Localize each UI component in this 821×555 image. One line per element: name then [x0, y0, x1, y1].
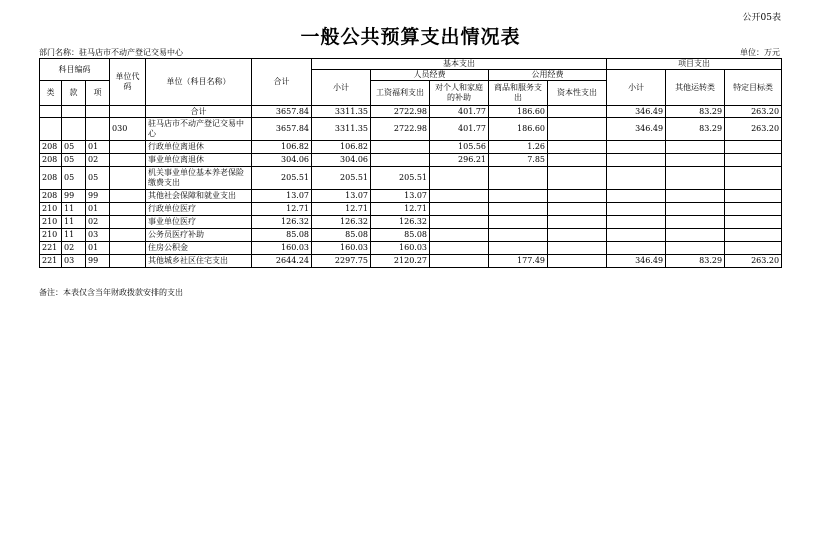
- cell-family: [430, 167, 489, 190]
- cell-unit-code: [110, 255, 146, 268]
- cell-section: 02: [62, 242, 86, 255]
- cell-specific: [725, 203, 782, 216]
- cell-family: [430, 190, 489, 203]
- header-family: 对个人和家庭的补助: [430, 81, 489, 106]
- cell-capital: [548, 167, 607, 190]
- cell-class: 208: [40, 141, 62, 154]
- cell-section: 05: [62, 167, 86, 190]
- cell-item: 99: [86, 190, 110, 203]
- cell-class: 210: [40, 229, 62, 242]
- header-section: 款: [62, 81, 86, 106]
- cell-class: 208: [40, 154, 62, 167]
- cell-other-ops: [666, 141, 725, 154]
- cell-other-ops: [666, 229, 725, 242]
- header-project: 项目支出: [607, 59, 782, 70]
- cell-family: 401.77: [430, 118, 489, 141]
- table-row: [40, 141, 782, 154]
- cell-family: [430, 229, 489, 242]
- cell-family: [430, 255, 489, 268]
- cell-section: 05: [62, 141, 86, 154]
- cell-family: [430, 242, 489, 255]
- cell-specific: [725, 216, 782, 229]
- cell-basic-subtotal: 304.06: [312, 154, 371, 167]
- table-row: [40, 167, 782, 190]
- cell-specific: [725, 190, 782, 203]
- cell-item: 01: [86, 141, 110, 154]
- cell-specific: 263.20: [725, 255, 782, 268]
- cell-basic-subtotal: 106.82: [312, 141, 371, 154]
- cell-unit-name: 行政单位医疗: [146, 203, 252, 216]
- cell-total: 304.06: [252, 154, 312, 167]
- cell-unit-code: [110, 154, 146, 167]
- cell-class: 221: [40, 255, 62, 268]
- cell-goods: [489, 190, 548, 203]
- header-personnel: 人员经费: [371, 70, 489, 81]
- cell-basic-subtotal: 13.07: [312, 190, 371, 203]
- cell-class: 210: [40, 203, 62, 216]
- cell-item: 03: [86, 229, 110, 242]
- cell-capital: [548, 216, 607, 229]
- header-public: 公用经费: [489, 70, 607, 81]
- cell-item: 01: [86, 203, 110, 216]
- cell-total: 13.07: [252, 190, 312, 203]
- table-row: [40, 190, 782, 203]
- cell-project-subtotal: [607, 154, 666, 167]
- cell-unit-code: [110, 229, 146, 242]
- cell-section: 05: [62, 154, 86, 167]
- table-row: [40, 255, 782, 268]
- cell-family: [430, 203, 489, 216]
- cell-specific: [725, 154, 782, 167]
- cell-wages: 12.71: [371, 203, 430, 216]
- cell-item: 05: [86, 167, 110, 190]
- cell-class: 208: [40, 167, 62, 190]
- cell-capital: [548, 118, 607, 141]
- cell-specific: 263.20: [725, 106, 782, 118]
- cell-wages: 2722.98: [371, 106, 430, 118]
- cell-capital: [548, 242, 607, 255]
- header-specific: 特定目标类: [725, 70, 782, 106]
- table-row: [40, 154, 782, 167]
- cell-family: 401.77: [430, 106, 489, 118]
- cell-section: 11: [62, 216, 86, 229]
- header-total: 合计: [252, 59, 312, 106]
- header-basic-subtotal: 小计: [312, 70, 371, 106]
- cell-other-ops: 83.29: [666, 118, 725, 141]
- cell-item: 99: [86, 255, 110, 268]
- cell-unit-name: 驻马店市不动产登记交易中心: [146, 118, 252, 141]
- cell-wages: 160.03: [371, 242, 430, 255]
- cell-project-subtotal: [607, 242, 666, 255]
- cell-basic-subtotal: 160.03: [312, 242, 371, 255]
- cell-goods: 177.49: [489, 255, 548, 268]
- total-label: 合计: [146, 106, 252, 118]
- cell-goods: 1.26: [489, 141, 548, 154]
- cell-class: 210: [40, 216, 62, 229]
- cell-basic-subtotal: 126.32: [312, 216, 371, 229]
- cell-other-ops: [666, 216, 725, 229]
- cell-total: 160.03: [252, 242, 312, 255]
- cell-capital: [548, 141, 607, 154]
- header-other-ops: 其他运转类: [666, 70, 725, 106]
- footnote: 备注：本表仅含当年财政拨款安排的支出: [39, 288, 183, 297]
- cell-capital: [548, 203, 607, 216]
- header-basic: 基本支出: [312, 59, 607, 70]
- cell-item: 02: [86, 216, 110, 229]
- cell-goods: [489, 216, 548, 229]
- cell-other-ops: [666, 203, 725, 216]
- header-unit-name: 单位（科目名称）: [146, 59, 252, 106]
- cell-unit-name: 公务员医疗补助: [146, 229, 252, 242]
- cell-capital: [548, 190, 607, 203]
- cell-unit-code: [110, 190, 146, 203]
- cell-section: 11: [62, 229, 86, 242]
- header-capital: 资本性支出: [548, 81, 607, 106]
- header-project-subtotal: 小计: [607, 70, 666, 106]
- cell-project-subtotal: 346.49: [607, 255, 666, 268]
- cell-total: 3657.84: [252, 118, 312, 141]
- cell-total: 2644.24: [252, 255, 312, 268]
- cell-specific: [725, 242, 782, 255]
- cell-other-ops: [666, 167, 725, 190]
- budget-table: [39, 58, 782, 268]
- cell-capital: [548, 106, 607, 118]
- cell-project-subtotal: 346.49: [607, 106, 666, 118]
- cell-other-ops: 83.29: [666, 255, 725, 268]
- cell-total: 205.51: [252, 167, 312, 190]
- header-subject-code: 科目编码: [40, 59, 110, 81]
- cell-basic-subtotal: 205.51: [312, 167, 371, 190]
- cell-other-ops: [666, 190, 725, 203]
- table-row: [40, 203, 782, 216]
- cell-unit-code: 030: [110, 118, 146, 141]
- cell-section: 99: [62, 190, 86, 203]
- cell-goods: [489, 167, 548, 190]
- total-row: [40, 106, 782, 118]
- cell-basic-subtotal: 2297.75: [312, 255, 371, 268]
- cell-section: 03: [62, 255, 86, 268]
- cell-section: 11: [62, 203, 86, 216]
- cell-specific: 263.20: [725, 118, 782, 141]
- page-title: 一般公共预算支出情况表: [300, 26, 521, 48]
- cell-wages: 205.51: [371, 167, 430, 190]
- unit-row: [40, 118, 782, 141]
- cell-basic-subtotal: 3311.35: [312, 118, 371, 141]
- table-row: [40, 229, 782, 242]
- cell-project-subtotal: [607, 141, 666, 154]
- cell-unit-name: 其他社会保障和就业支出: [146, 190, 252, 203]
- cell-goods: [489, 242, 548, 255]
- cell-project-subtotal: [607, 229, 666, 242]
- cell-goods: 186.60: [489, 106, 548, 118]
- cell-item: 01: [86, 242, 110, 255]
- cell-family: 105.56: [430, 141, 489, 154]
- cell-item: 02: [86, 154, 110, 167]
- cell-family: 296.21: [430, 154, 489, 167]
- cell-goods: 7.85: [489, 154, 548, 167]
- cell-goods: 186.60: [489, 118, 548, 141]
- cell-unit-code: [110, 203, 146, 216]
- table-body: [40, 106, 782, 268]
- table-row: [40, 242, 782, 255]
- header-unit-code: 单位代码: [110, 59, 146, 106]
- cell-unit-name: 住房公积金: [146, 242, 252, 255]
- department-name: 部门名称：驻马店市不动产登记交易中心: [39, 48, 183, 57]
- cell-total: 106.82: [252, 141, 312, 154]
- cell-wages: 13.07: [371, 190, 430, 203]
- cell-project-subtotal: [607, 167, 666, 190]
- cell-unit-code: [110, 242, 146, 255]
- cell-class: 221: [40, 242, 62, 255]
- cell-wages: 2722.98: [371, 118, 430, 141]
- cell-goods: [489, 229, 548, 242]
- cell-project-subtotal: [607, 203, 666, 216]
- cell-project-subtotal: 346.49: [607, 118, 666, 141]
- cell-total: 126.32: [252, 216, 312, 229]
- cell-wages: [371, 154, 430, 167]
- cell-unit-name: 事业单位医疗: [146, 216, 252, 229]
- cell-specific: [725, 167, 782, 190]
- cell-other-ops: 83.29: [666, 106, 725, 118]
- cell-specific: [725, 141, 782, 154]
- cell-unit-name: 机关事业单位基本养老保险缴费支出: [146, 167, 252, 190]
- cell-project-subtotal: [607, 190, 666, 203]
- cell-unit-code: [110, 141, 146, 154]
- cell-total: 85.08: [252, 229, 312, 242]
- header-item: 项: [86, 81, 110, 106]
- cell-unit-code: [110, 216, 146, 229]
- header-goods: 商品和服务支出: [489, 81, 548, 106]
- cell-project-subtotal: [607, 216, 666, 229]
- unit-label: 单位：万元: [740, 48, 780, 57]
- cell-wages: [371, 141, 430, 154]
- cell-unit-name: 其他城乡社区住宅支出: [146, 255, 252, 268]
- cell-unit-name: 行政单位离退休: [146, 141, 252, 154]
- cell-specific: [725, 229, 782, 242]
- cell-class: 208: [40, 190, 62, 203]
- cell-capital: [548, 154, 607, 167]
- cell-total: 3657.84: [252, 106, 312, 118]
- cell-unit-name: 事业单位离退休: [146, 154, 252, 167]
- table-row: [40, 216, 782, 229]
- form-code: 公开05表: [742, 13, 781, 23]
- cell-capital: [548, 229, 607, 242]
- cell-total: 12.71: [252, 203, 312, 216]
- header-class: 类: [40, 81, 62, 106]
- cell-goods: [489, 203, 548, 216]
- cell-wages: 85.08: [371, 229, 430, 242]
- cell-family: [430, 216, 489, 229]
- cell-basic-subtotal: 85.08: [312, 229, 371, 242]
- cell-wages: 126.32: [371, 216, 430, 229]
- cell-other-ops: [666, 242, 725, 255]
- cell-capital: [548, 255, 607, 268]
- table-header: [40, 59, 782, 106]
- cell-unit-code: [110, 167, 146, 190]
- header-wages: 工资福利支出: [371, 81, 430, 106]
- cell-other-ops: [666, 154, 725, 167]
- cell-wages: 2120.27: [371, 255, 430, 268]
- cell-basic-subtotal: 3311.35: [312, 106, 371, 118]
- cell-basic-subtotal: 12.71: [312, 203, 371, 216]
